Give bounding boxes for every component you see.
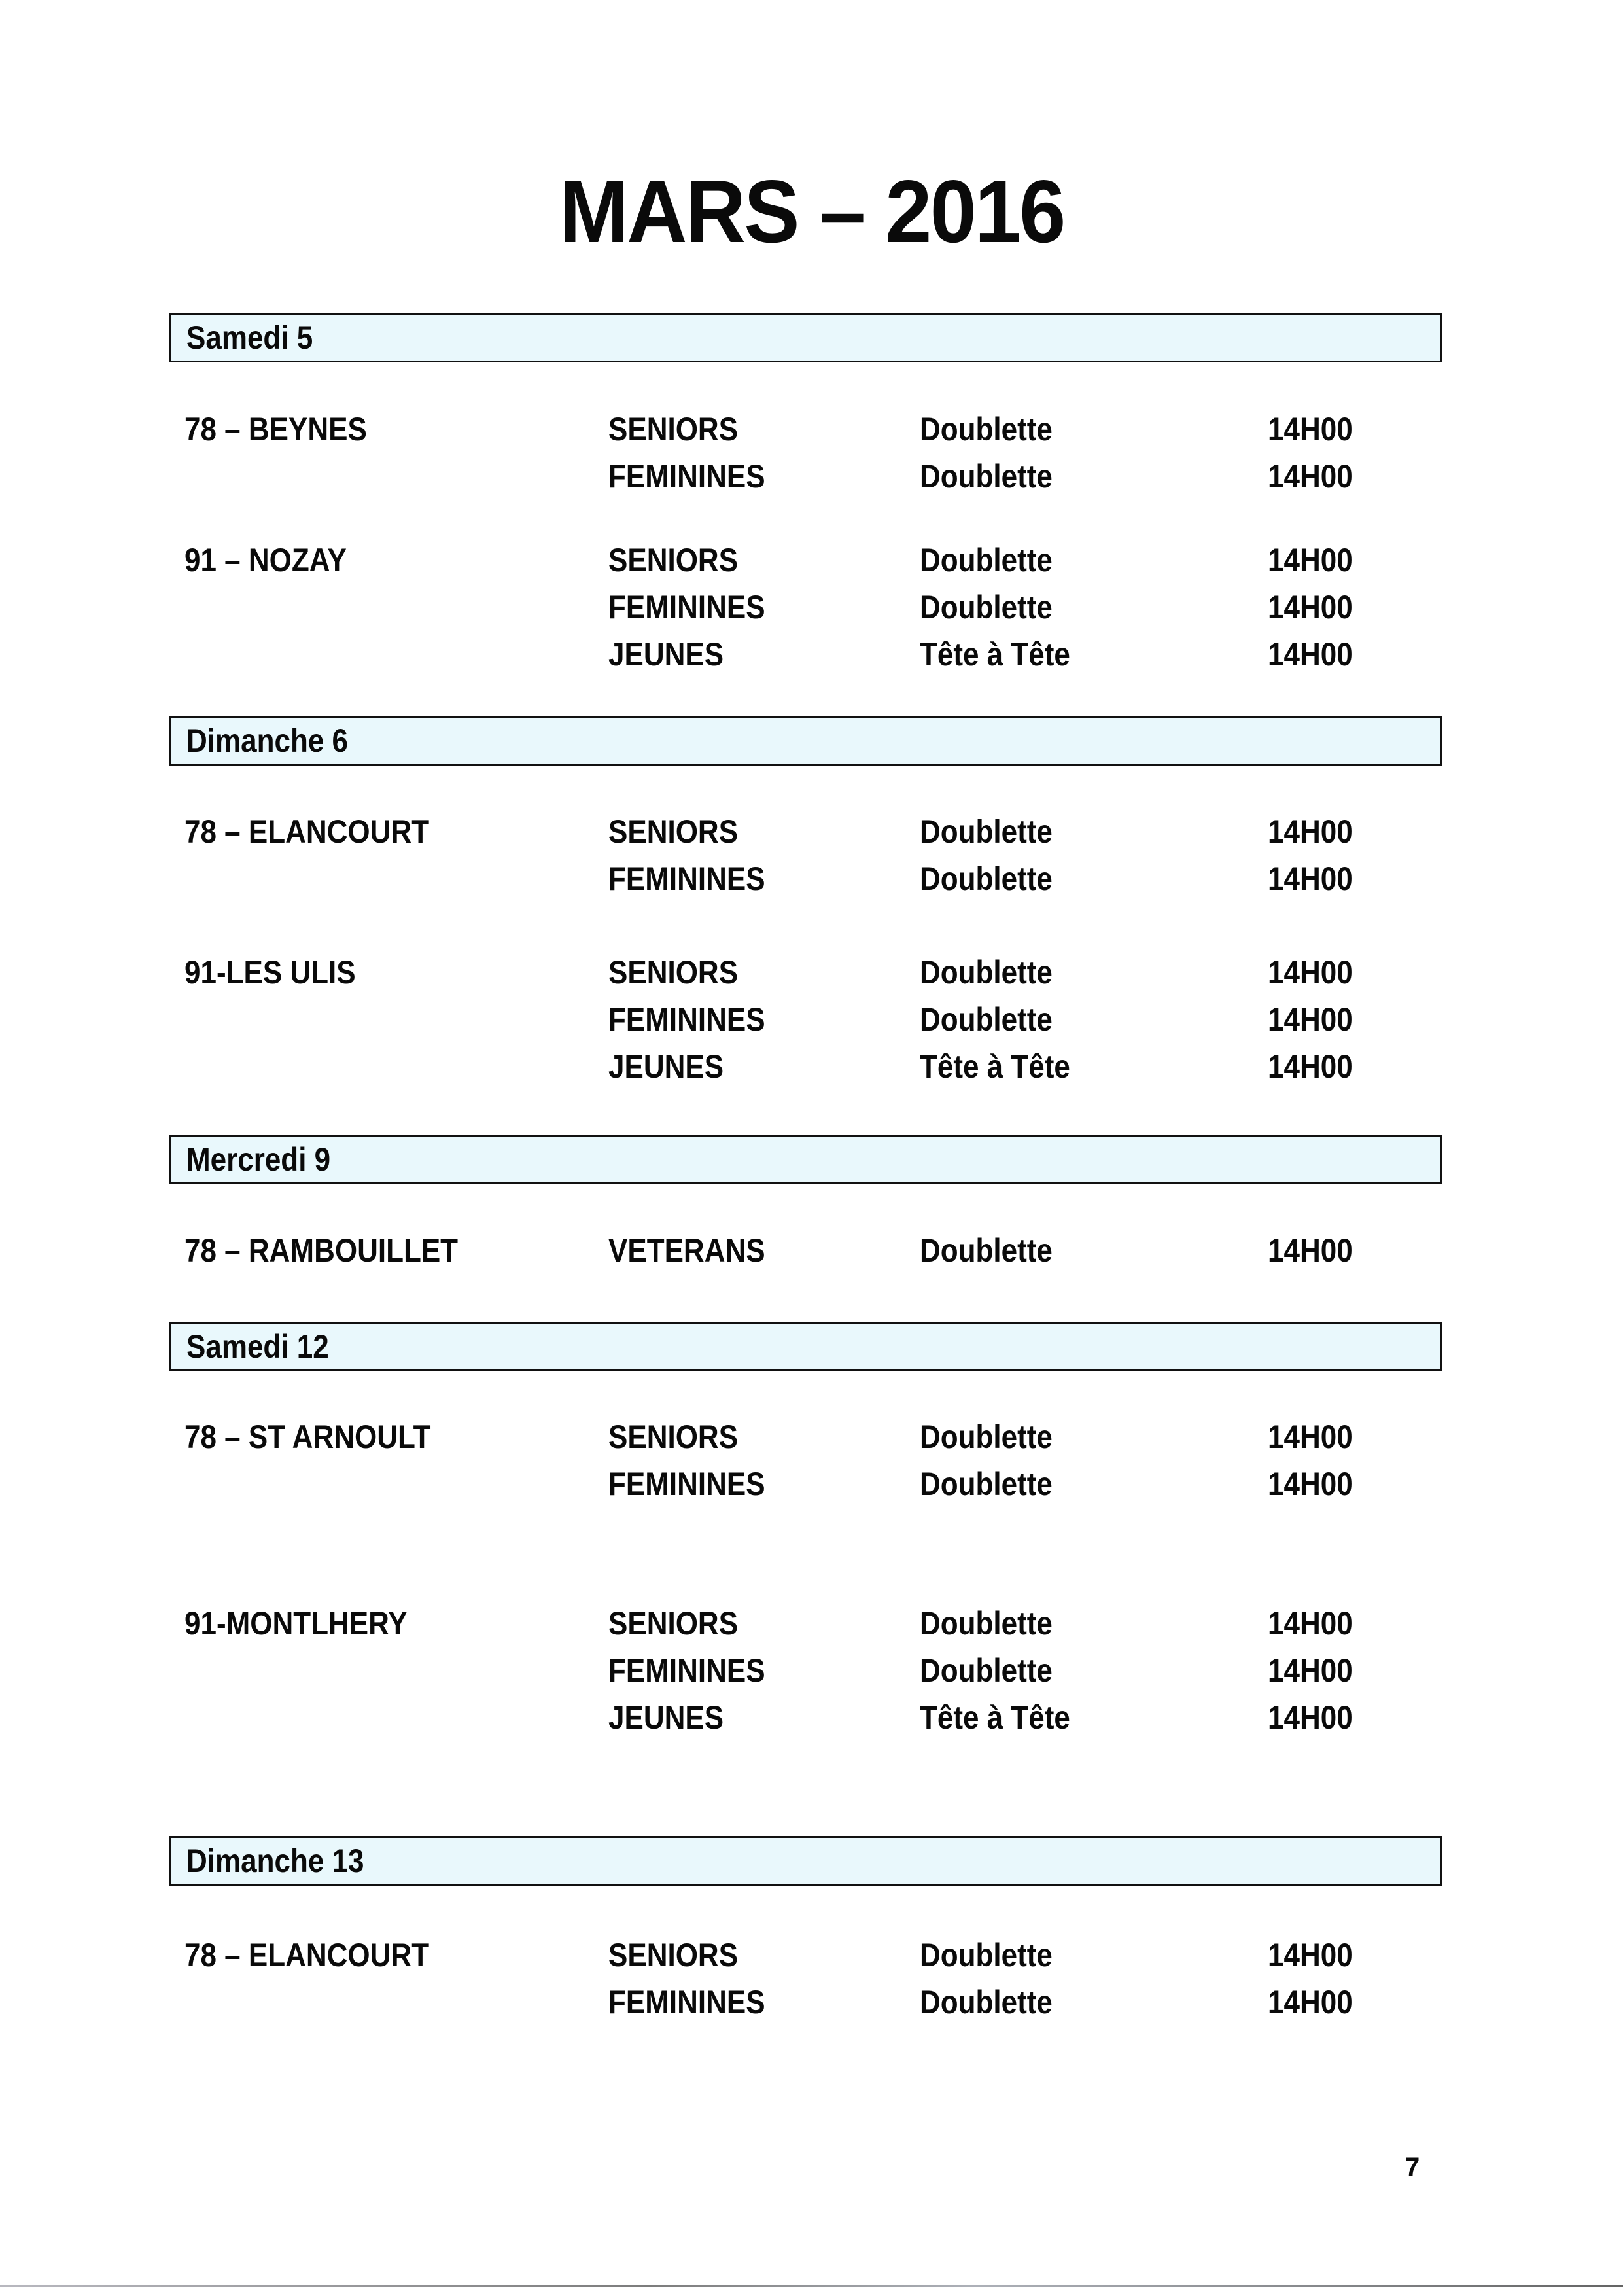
day-label: Dimanche 6 <box>186 722 348 759</box>
event-format: Doublette <box>920 1466 1053 1502</box>
event-time: 14H00 <box>1268 1419 1353 1455</box>
event-format: Doublette <box>920 860 1053 897</box>
day-label: Samedi 12 <box>186 1328 329 1365</box>
event-format: Doublette <box>920 542 1053 578</box>
venue-name: 78 – ELANCOURT <box>184 813 430 850</box>
venue-name: 91-MONTLHERY <box>184 1605 408 1642</box>
event-category: JEUNES <box>608 1699 724 1736</box>
event-row <box>0 1647 1623 1694</box>
event-format: Doublette <box>920 1001 1053 1038</box>
event-row <box>0 855 1623 902</box>
event-time: 14H00 <box>1268 1699 1353 1736</box>
venue-name: 78 – RAMBOUILLET <box>184 1232 459 1269</box>
day-header <box>169 313 1442 362</box>
event-format: Doublette <box>920 589 1053 626</box>
event-format: Doublette <box>920 954 1053 991</box>
event-category: SENIORS <box>608 1605 739 1642</box>
event-format: Doublette <box>920 813 1053 850</box>
event-time: 14H00 <box>1268 1232 1353 1269</box>
event-format: Doublette <box>920 1652 1053 1689</box>
event-category: JEUNES <box>608 636 724 673</box>
event-category: SENIORS <box>608 1419 739 1455</box>
event-format: Doublette <box>920 1232 1053 1269</box>
venue-name: 91 – NOZAY <box>184 542 347 578</box>
event-format: Doublette <box>920 1419 1053 1455</box>
event-format: Doublette <box>920 1605 1053 1642</box>
event-row <box>0 406 1623 453</box>
venue-name: 78 – BEYNES <box>184 411 367 448</box>
day-header <box>169 716 1442 766</box>
event-time: 14H00 <box>1268 411 1353 448</box>
day-header <box>169 1836 1442 1886</box>
event-row <box>0 453 1623 500</box>
event-row <box>0 1694 1623 1741</box>
event-format: Doublette <box>920 1937 1053 1973</box>
event-row <box>0 1043 1623 1090</box>
event-row <box>0 996 1623 1043</box>
event-category: FEMININES <box>608 1001 765 1038</box>
event-row <box>0 1460 1623 1508</box>
event-format: Doublette <box>920 411 1053 448</box>
event-time: 14H00 <box>1268 813 1353 850</box>
event-time: 14H00 <box>1268 954 1353 991</box>
event-row <box>0 1227 1623 1274</box>
page-title: MARS – 2016 <box>559 162 1064 261</box>
day-label: Samedi 5 <box>186 319 313 356</box>
event-row <box>0 631 1623 678</box>
event-category: FEMININES <box>608 458 765 495</box>
event-category: FEMININES <box>608 860 765 897</box>
event-category: FEMININES <box>608 1984 765 2021</box>
event-row <box>0 808 1623 855</box>
day-label: Mercredi 9 <box>186 1141 331 1178</box>
event-time: 14H00 <box>1268 458 1353 495</box>
event-category: FEMININES <box>608 1652 765 1689</box>
event-category: SENIORS <box>608 1937 739 1973</box>
event-format: Doublette <box>920 458 1053 495</box>
event-row <box>0 1979 1623 2026</box>
event-category: FEMININES <box>608 1466 765 1502</box>
event-time: 14H00 <box>1268 1001 1353 1038</box>
event-row <box>0 1413 1623 1460</box>
day-header <box>169 1135 1442 1184</box>
event-format: Tête à Tête <box>920 1048 1070 1085</box>
event-time: 14H00 <box>1268 589 1353 626</box>
event-category: VETERANS <box>608 1232 765 1269</box>
event-row <box>0 1932 1623 1979</box>
event-format: Tête à Tête <box>920 636 1070 673</box>
event-category: SENIORS <box>608 954 739 991</box>
event-row <box>0 1600 1623 1647</box>
event-time: 14H00 <box>1268 1048 1353 1085</box>
event-category: JEUNES <box>608 1048 724 1085</box>
event-time: 14H00 <box>1268 1937 1353 1973</box>
event-time: 14H00 <box>1268 1984 1353 2021</box>
venue-name: 91-LES ULIS <box>184 954 356 991</box>
event-category: SENIORS <box>608 411 739 448</box>
event-row <box>0 584 1623 631</box>
event-time: 14H00 <box>1268 542 1353 578</box>
event-time: 14H00 <box>1268 1605 1353 1642</box>
page-number: 7 <box>1405 2153 1420 2181</box>
event-time: 14H00 <box>1268 636 1353 673</box>
event-time: 14H00 <box>1268 860 1353 897</box>
venue-name: 78 – ST ARNOULT <box>184 1419 431 1455</box>
event-time: 14H00 <box>1268 1652 1353 1689</box>
event-category: SENIORS <box>608 813 739 850</box>
event-row <box>0 949 1623 996</box>
event-category: SENIORS <box>608 542 739 578</box>
scan-edge-line <box>0 2285 1623 2287</box>
event-time: 14H00 <box>1268 1466 1353 1502</box>
event-category: FEMININES <box>608 589 765 626</box>
event-format: Doublette <box>920 1984 1053 2021</box>
event-row <box>0 537 1623 584</box>
venue-name: 78 – ELANCOURT <box>184 1937 430 1973</box>
day-label: Dimanche 13 <box>186 1843 364 1879</box>
event-format: Tête à Tête <box>920 1699 1070 1736</box>
day-header <box>169 1322 1442 1371</box>
